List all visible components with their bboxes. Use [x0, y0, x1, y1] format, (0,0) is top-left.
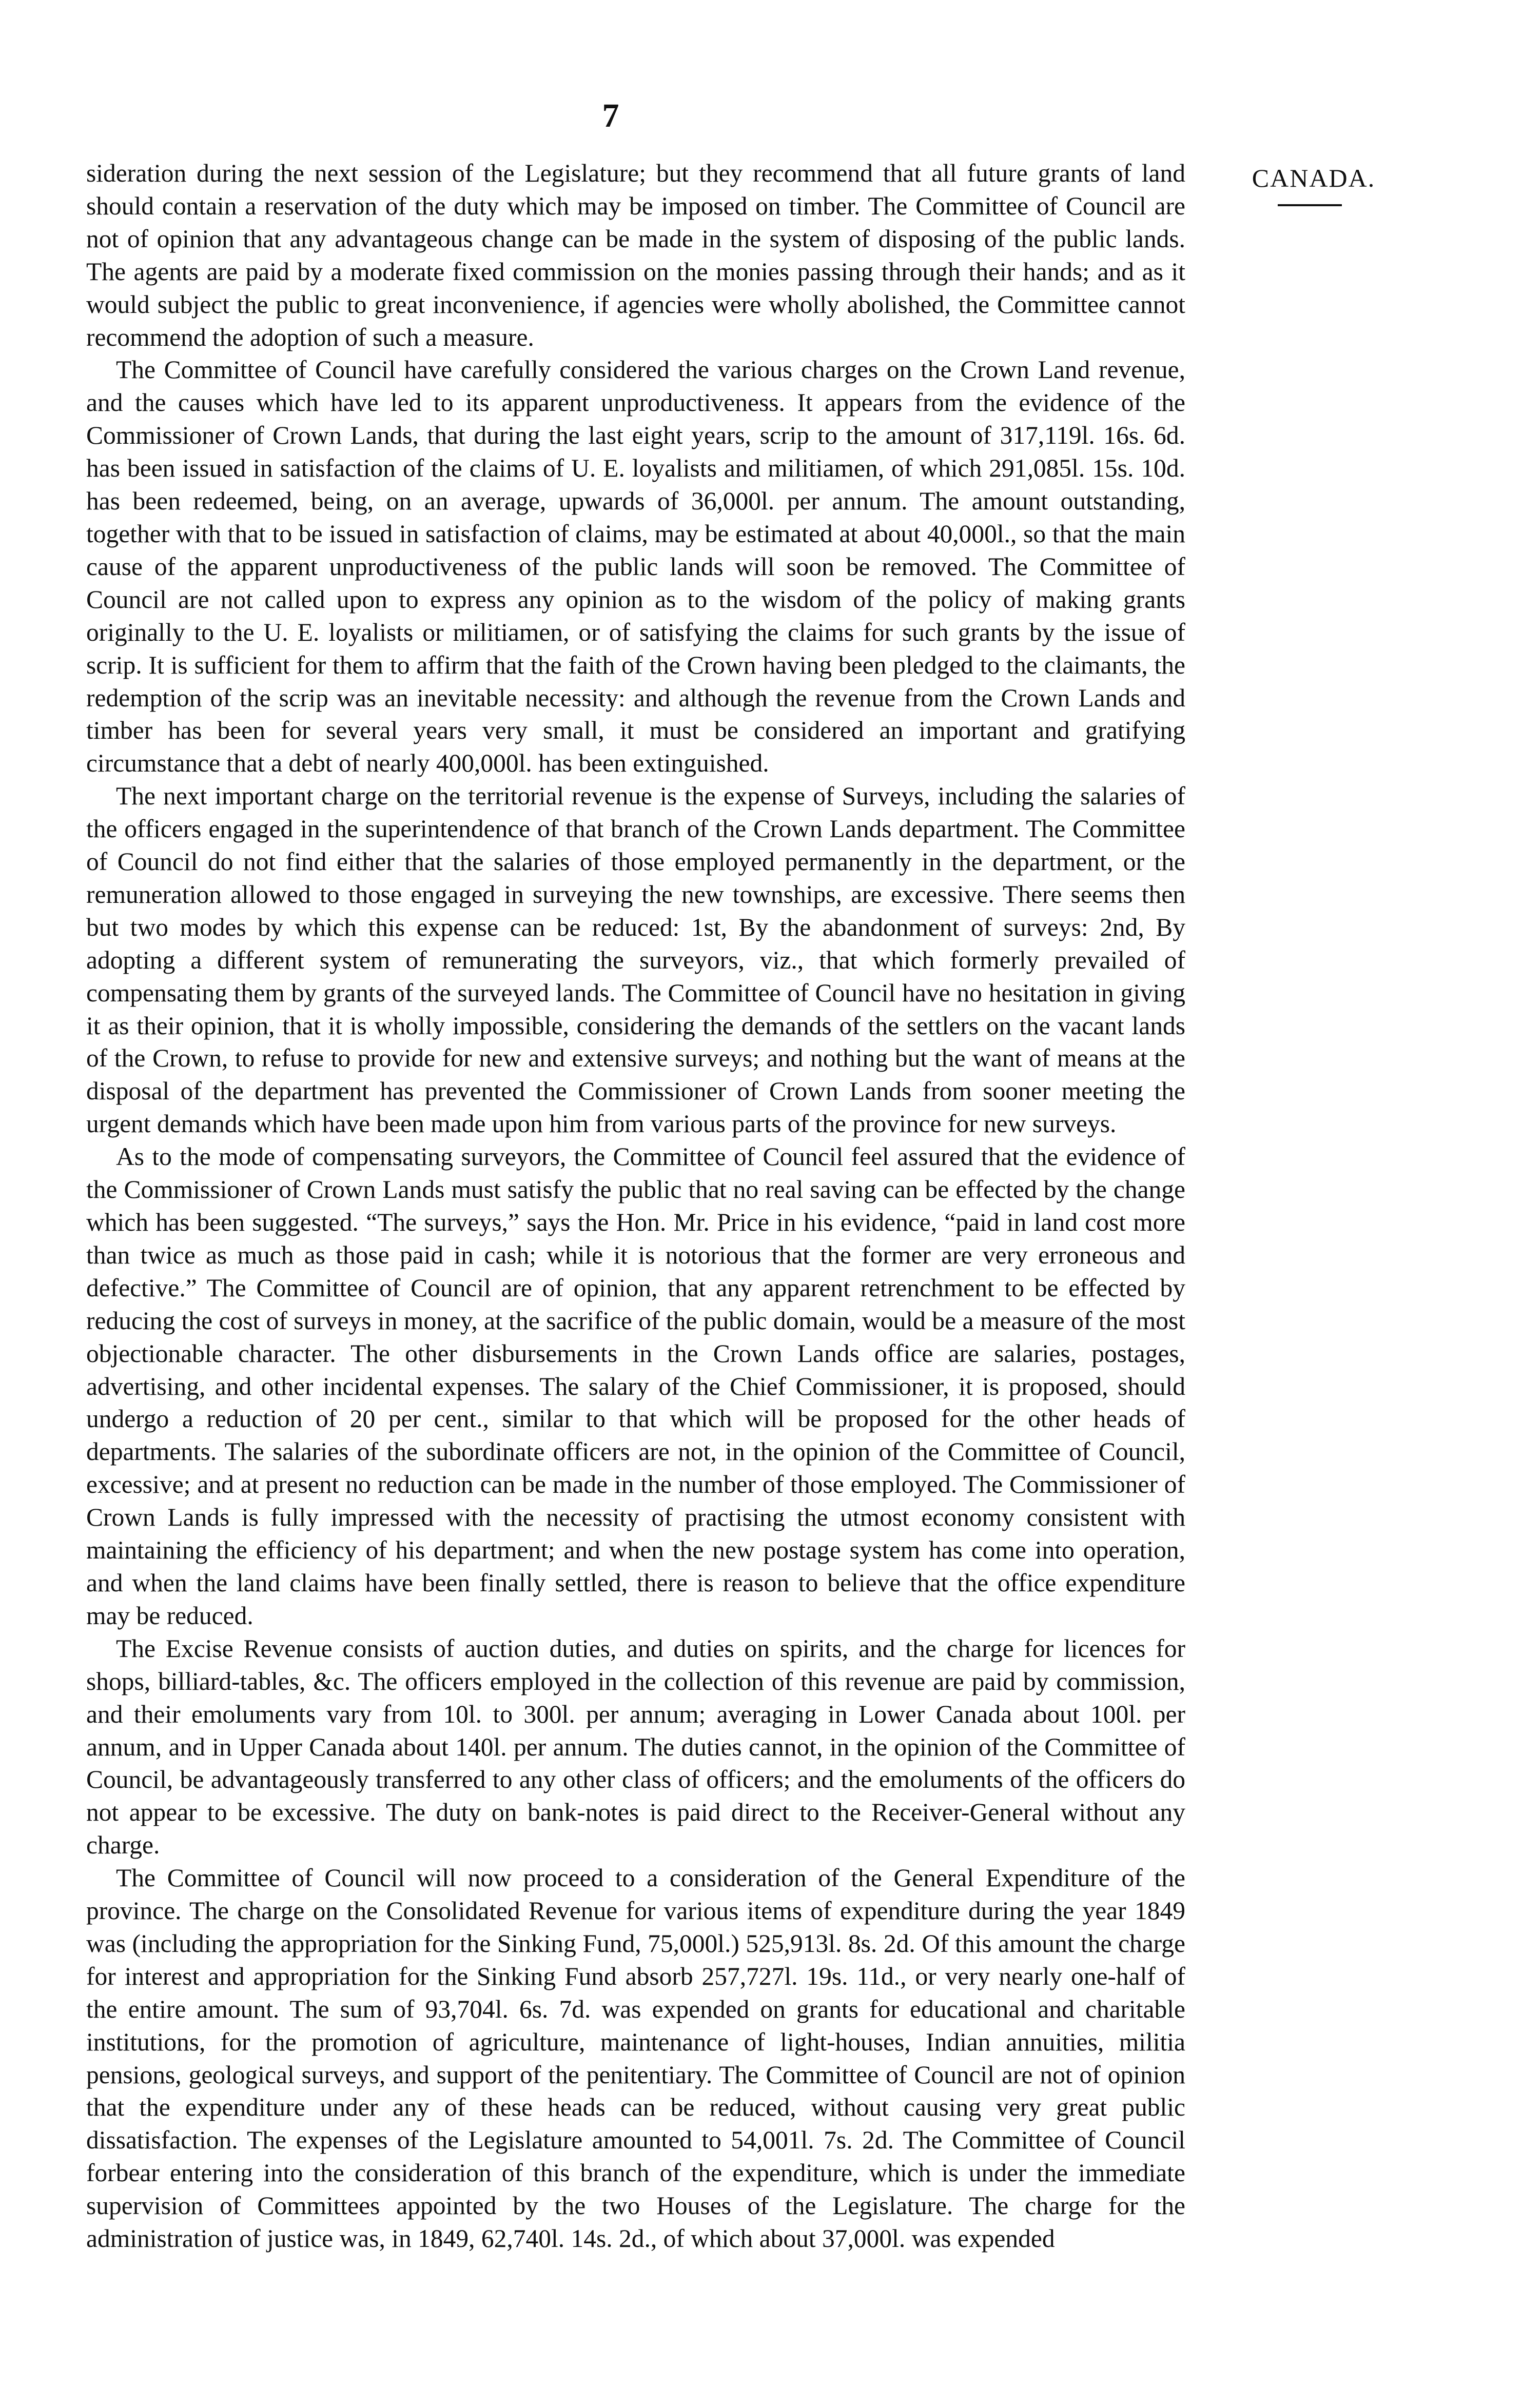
text-column — [86, 157, 1185, 2255]
paragraph-1: sideration during the next session of the Legislature; but they recommend that all future grants of land should contain a reservation of the duty which may be imposed on timber. The Committee of Council are not of opinion that any advantageous change can be made in the system of disposing of the public lands. The agents are paid by a moderate fixed commission on the monies passing through their hands; and as it would subject the public to great inconvenience, if agencies were wholly abolished, the Committee cannot recommend the adoption of such a measure. — [86, 159, 1185, 351]
paragraph-2: The Committee of Council have carefully considered the various charges on the Crown Land revenue, and the causes which have led to its apparent unproductiveness. It appears from the evidence of the Commissioner of Crown Lands, that during the last eight years, scrip to the amount of 317,119l. 16s. 6d. has been issued in satisfaction of the claims of U. E. loyalists and militiamen, of which 291,085l. 15s. 10d. has been redeemed, being, on an average, upwards of 36,000l. per annum. The amount outstanding, together with that to be issued in satisfaction of claims, may be estimated at about 40,000l., so that the main cause of the apparent unproductiveness of the public lands will soon be removed. The Committee of Council are not called upon to express any opinion as to the wisdom of the policy of making grants originally to the U. E. loyalists or militiamen, or of satisfying the claims for such grants by the issue of scrip. It is sufficient for them to affirm that the faith of the Crown having been pledged to the claimants, the redemption of the scrip was an inevitable necessity: and although the revenue from the Crown Lands and timber has been for several years very small, it must be considered an important and gratifying circumstance that a debt of nearly 400,000l. has been extinguished. — [86, 356, 1185, 778]
margin-note-canada: CANADA. — [1252, 164, 1376, 192]
page-number: 7 — [602, 97, 619, 134]
paragraph-6: The Committee of Council will now proceed to a consideration of the General Expenditure of the province. The charge on the Consolidated Revenue for various items of expenditure during the year 1849 was (including the appropriation for the Sinking Fund, 75,000l.) 525,913l. 8s. 2d. Of this amount the charge for interest and appropriation for the Sinking Fund absorb 257,727l. 19s. 11d., or very nearly one-half of the entire amount. The sum of 93,704l. 6s. 7d. was expended on grants for educational and charitable institutions, for the promotion of agriculture, maintenance of light-houses, Indian annuities, militia pensions, geological surveys, and support of the penitentiary. The Committee of Council are not of opinion that the expenditure under any of these heads can be reduced, without causing very great public dissatisfaction. The expenses of the Legislature amounted to 54,001l. 7s. 2d. The Committee of Council forbear entering into the consideration of this branch of the expenditure, which is under the immediate supervision of Committees appointed by the two Houses of the Legislature. The charge for the administration of justice was, in 1849, 62,740l. 14s. 2d., of which about 37,000l. was expended — [86, 1864, 1185, 2253]
margin-note-rule — [1278, 204, 1342, 206]
paragraph-4: As to the mode of compensating surveyors, the Committee of Council feel assured that the evidence of the Commissioner of Crown Lands must satisfy the public that no real saving can be effected by the change which has been suggested. “The surveys,” says the Hon. Mr. Price in his evidence, “paid in land cost more than twice as much as those paid in cash; while it is notorious that the former are very erroneous and defective.” The Committee of Council are of opinion, that any apparent retrenchment to be effected by reducing the cost of surveys in money, at the sacrifice of the public domain, would be a measure of the most objectionable character. The other disbursements in the Crown Lands office are salaries, postages, advertising, and other incidental expenses. The salary of the Chief Commissioner, it is proposed, should undergo a reduction of 20 per cent., similar to that which will be proposed for the other heads of departments. The salaries of the subordinate officers are not, in the opinion of the Committee of Council, excessive; and at present no reduction can be made in the number of those employed. The Commissioner of Crown Lands is fully impressed with the necessity of practising the utmost economy consistent with maintaining the efficiency of his department; and when the new postage system has come into operation, and when the land claims have been finally settled, there is reason to believe that the office expenditure may be reduced. — [86, 1142, 1185, 1630]
paragraph-3: The next important charge on the territorial revenue is the expense of Surveys, including the salaries of the officers engaged in the superintendence of that branch of the Crown Lands department. The Committee of Council do not find either that the salaries of those employed permanently in the department, or the remuneration allowed to those engaged in surveying the new townships, are excessive. There seems then but two modes by which this expense can be reduced: 1st, By the abandonment of surveys: 2nd, By adopting a different system of remunerating the surveyors, viz., that which formerly prevailed of compensating them by grants of the surveyed lands. The Committee of Council have no hesitation in giving it as their opinion, that it is wholly impossible, considering the demands of the settlers on the vacant lands of the Crown, to refuse to provide for new and extensive surveys; and nothing but the want of means at the disposal of the department has prevented the Commissioner of Crown Lands from sooner meeting the urgent demands which have been made upon him from various parts of the province for new surveys. — [86, 782, 1185, 1138]
paragraph-5: The Excise Revenue consists of auction duties, and duties on spirits, and the charge for licences for shops, billiard-tables, &c. The officers employed in the collection of this revenue are paid by commission, and their emoluments vary from 10l. to 300l. per annum; averaging in Lower Canada about 100l. per annum, and in Upper Canada about 140l. per annum. The duties cannot, in the opinion of the Committee of Council, be advantageously transferred to any other class of officers; and the emoluments of the officers do not appear to be excessive. The duty on bank-notes is paid direct to the Receiver-General without any charge. — [86, 1634, 1185, 1860]
